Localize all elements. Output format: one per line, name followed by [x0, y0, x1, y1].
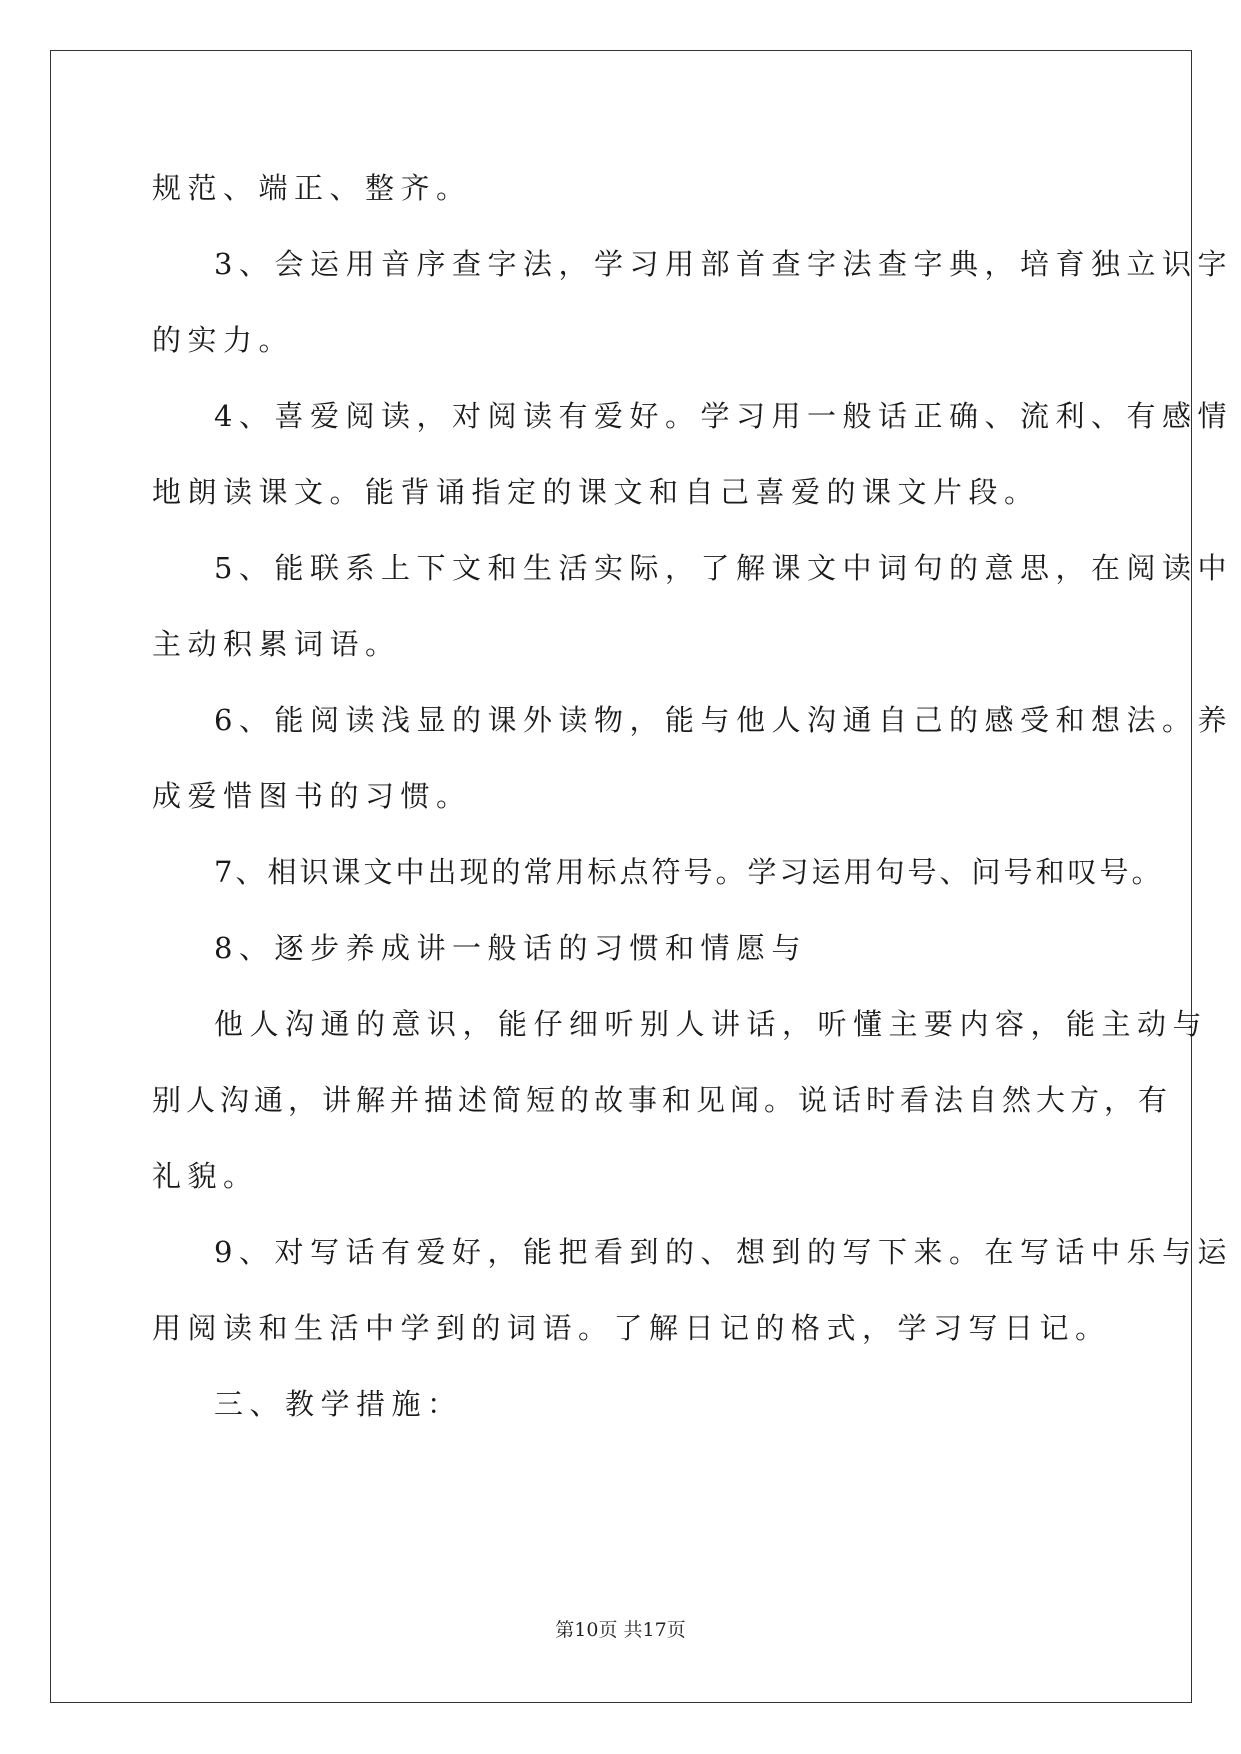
- paragraph-5-line-2: 主动积累词语。: [152, 627, 401, 661]
- paragraph-7-line-1: 7、相识课文中出现的常用标点符号。学习运用句号、问号和叹号。: [214, 855, 1164, 889]
- paragraph-4-line-1: 4、喜爱阅读，对阅读有爱好。学习用一般话正确、流利、有感情: [214, 399, 1233, 433]
- paragraph-3-line-1: 3、会运用音序查字法，学习用部首查字法查字典，培育独立识字: [214, 247, 1233, 281]
- paragraph-4-line-2: 地朗读课文。能背诵指定的课文和自己喜爱的课文片段。: [152, 475, 1040, 509]
- paragraph-5-line-1: 5、能联系上下文和生活实际，了解课文中词句的意思，在阅读中: [214, 551, 1233, 585]
- paragraph-8b-line-2: 别人沟通，讲解并描述简短的故事和见闻。说话时看法自然大方，有: [152, 1083, 1173, 1117]
- paragraph-8b-line-3: 礼貌。: [152, 1159, 259, 1193]
- paragraph-9-line-1: 9、对写话有爱好，能把看到的、想到的写下来。在写话中乐与运: [214, 1235, 1233, 1269]
- page-number-footer: 第10页 共17页: [555, 1619, 686, 1641]
- paragraph-6-line-1: 6、能阅读浅显的课外读物，能与他人沟通自己的感受和想法。养: [214, 703, 1233, 737]
- paragraph-8-line-1: 8、逐步养成讲一般话的习惯和情愿与: [214, 931, 807, 965]
- section-heading-teaching-measures: 三、教学措施：: [214, 1387, 463, 1421]
- paragraph-9-line-2: 用阅读和生活中学到的词语。了解日记的格式，学习写日记。: [152, 1311, 1111, 1345]
- paragraph-8b-line-1: 他人沟通的意识，能仔细听别人讲话，听懂主要内容，能主动与: [214, 1007, 1209, 1041]
- paragraph-6-line-2: 成爱惜图书的习惯。: [152, 779, 472, 813]
- paragraph-3-line-2: 的实力。: [152, 323, 295, 357]
- text-line: 规范、端正、整齐。: [152, 171, 472, 205]
